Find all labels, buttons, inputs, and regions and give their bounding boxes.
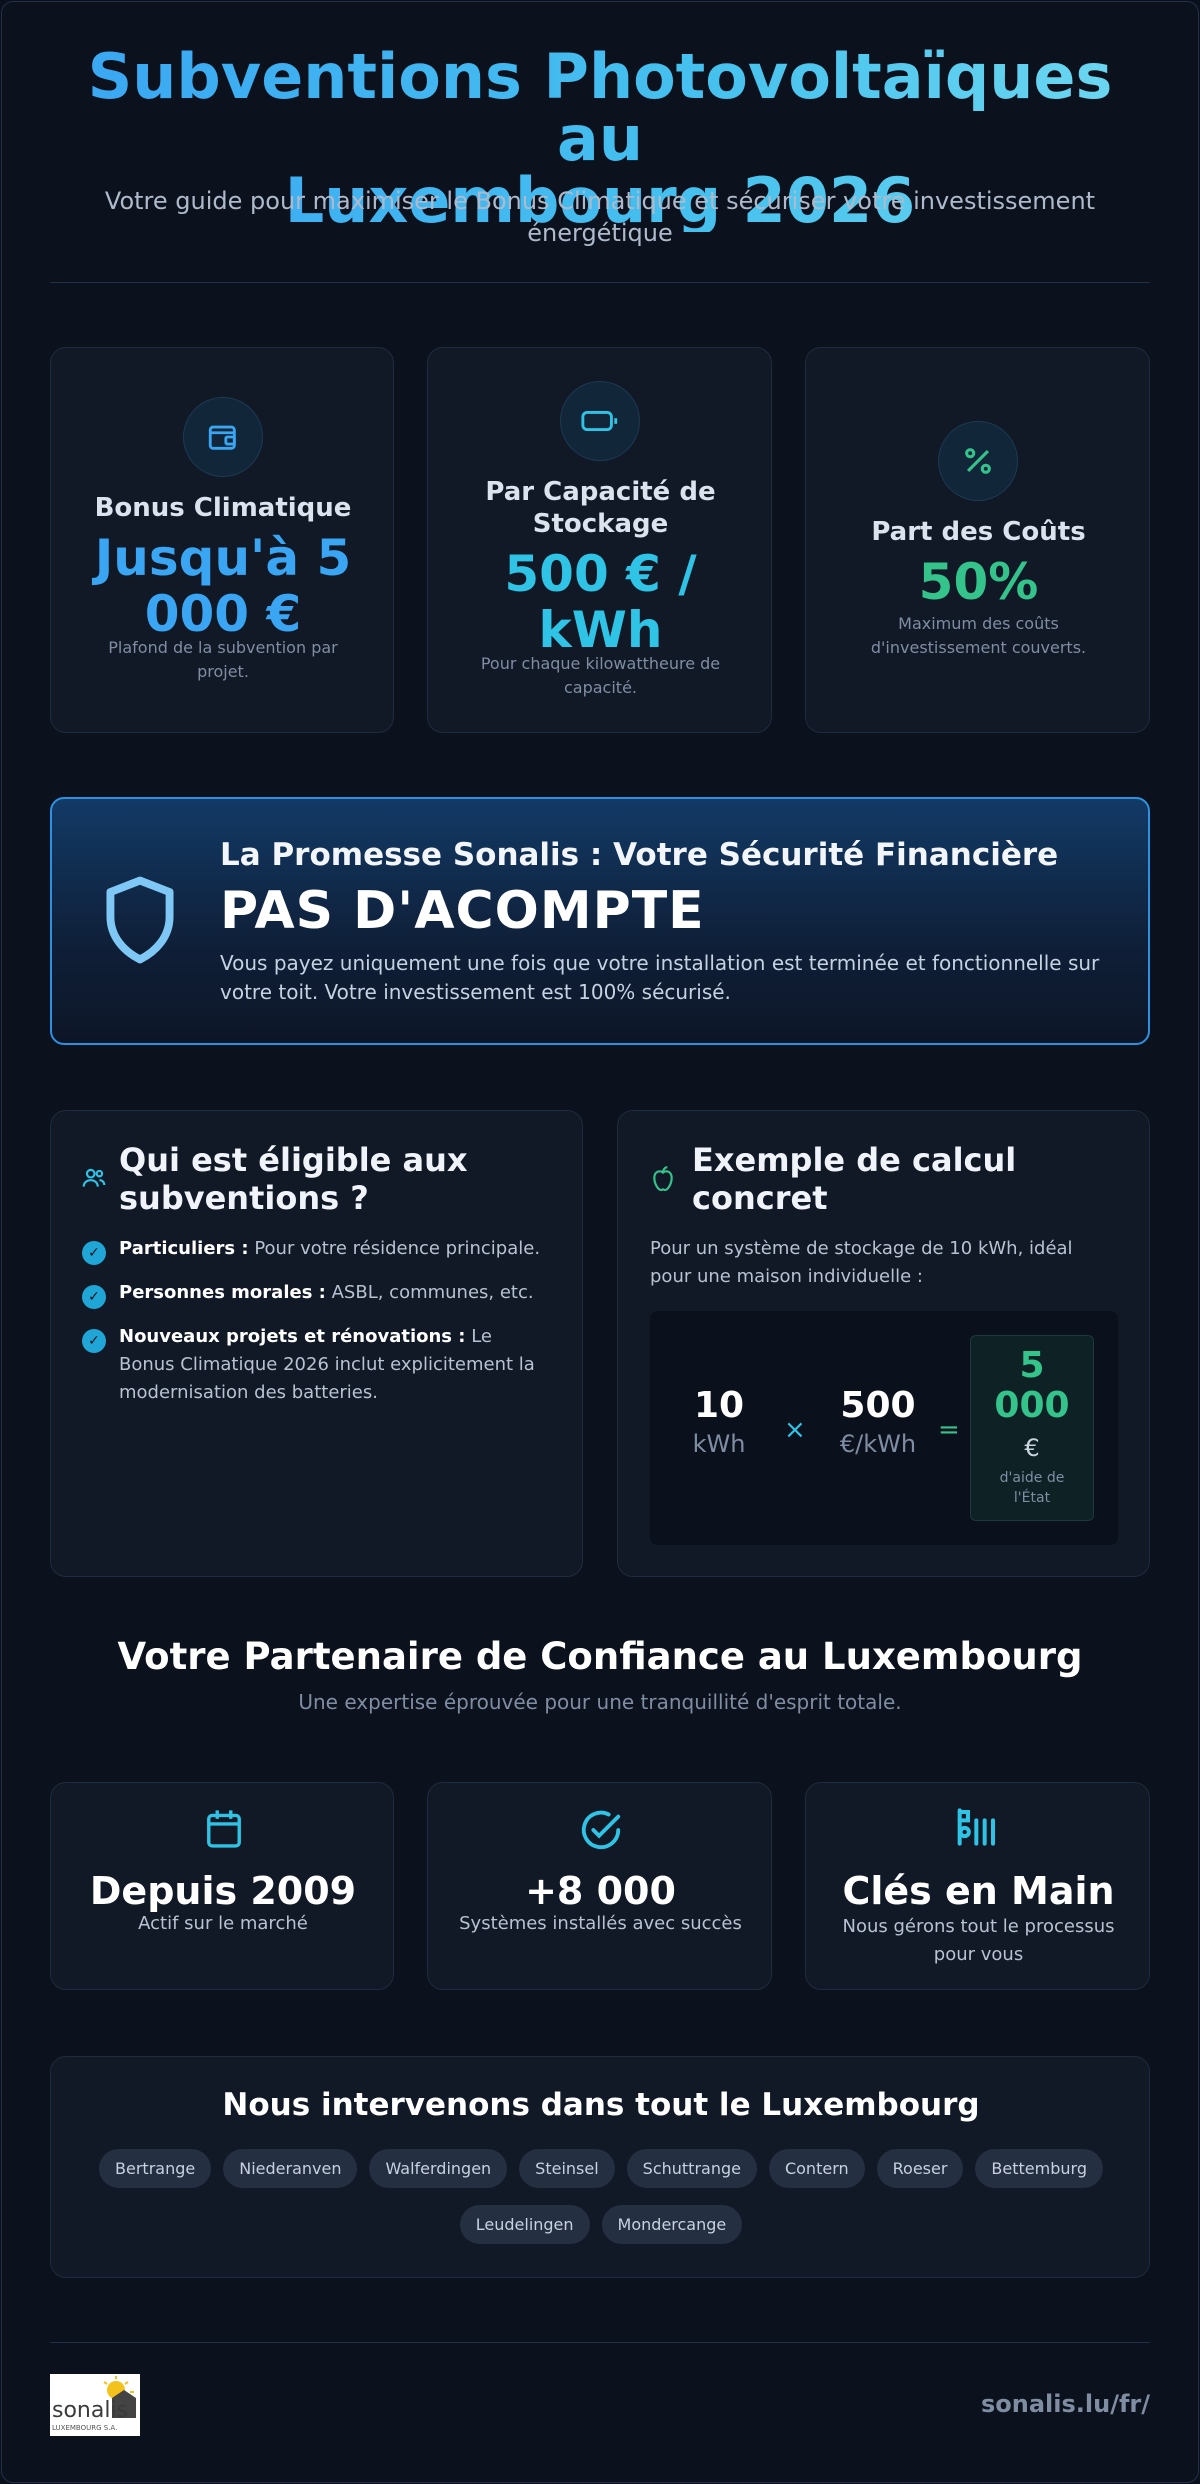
calc-result-value: 5 000 <box>994 1345 1070 1426</box>
stat-note: Pour chaque kilowattheure de capacité. <box>480 654 721 697</box>
stat-label: Part des Coûts <box>871 517 1086 547</box>
battery-icon <box>560 381 640 461</box>
calculation-box <box>650 1311 1118 1545</box>
apple-icon <box>650 1163 676 1197</box>
calculation-intro: Pour un système de stockage de 10 kWh, idéal pour une maison individuelle : <box>650 1238 1073 1287</box>
eligibility-item: Particuliers : Pour votre résidence principale. <box>119 1238 541 1259</box>
key-icon <box>954 1807 1002 1851</box>
promise-banner <box>50 797 1150 1045</box>
logo-subtext: LUXEMBOURG S.A. <box>52 2424 118 2432</box>
times-sign: × <box>784 1415 806 1445</box>
eligibility-item: Nouveaux projets et rénovations : Le Bonus Climatique 2026 inclut explicitement la modernisation des batteries. <box>119 1326 535 1403</box>
sonalis-logo <box>50 2374 140 2436</box>
eligibility-card <box>50 1110 583 1577</box>
calc-result-unit: € <box>1024 1434 1040 1462</box>
check-icon: ✓ <box>82 1241 106 1265</box>
city-pill: Contern <box>769 2149 865 2188</box>
header-divider <box>50 282 1150 283</box>
partner-note: Actif sur le marché <box>138 1913 308 1934</box>
partner-subtitle: Une expertise éprouvée pour une tranquillité d'esprit totale. <box>298 1690 902 1714</box>
page-title: Subventions Photovoltaïques au Luxembourg 2026 <box>40 46 1160 232</box>
coverage-card <box>50 2056 1150 2278</box>
city-pill: Walferdingen <box>369 2149 507 2188</box>
calculation-card <box>617 1110 1150 1577</box>
calculation-title: Exemple de calcul concret <box>692 1141 1017 1217</box>
city-pill: Mondercange <box>602 2205 743 2244</box>
calendar-icon <box>203 1807 245 1855</box>
percent-icon <box>938 421 1018 501</box>
check-icon: ✓ <box>82 1285 106 1309</box>
logo-text: sonalis <box>52 2398 129 2423</box>
city-pill: Steinsel <box>519 2149 614 2188</box>
calc-rate-unit: €/kWh <box>839 1430 917 1458</box>
eligibility-title: Qui est éligible aux subventions ? <box>119 1141 468 1217</box>
check-circle-icon <box>578 1807 624 1857</box>
city-pill: Bettemburg <box>975 2149 1103 2188</box>
city-pill: Leudelingen <box>460 2205 590 2244</box>
calc-rate-value: 500 <box>840 1385 916 1426</box>
partner-value: Depuis 2009 <box>89 1869 357 1913</box>
stat-label: Bonus Climatique <box>94 493 352 523</box>
promise-kicker: La Promesse Sonalis : Votre Sécurité Financière <box>220 837 1059 873</box>
calc-kwh-unit: kWh <box>692 1430 746 1458</box>
partner-title: Votre Partenaire de Confiance au Luxembourg <box>117 1635 1083 1678</box>
city-pill: Schuttrange <box>627 2149 757 2188</box>
city-pill: Roeser <box>877 2149 964 2188</box>
stat-label: Par Capacité de Stockage <box>485 477 716 539</box>
check-icon: ✓ <box>82 1329 106 1353</box>
footer-url-link[interactable]: sonalis.lu/fr/ <box>980 2390 1150 2418</box>
partner-note: Systèmes installés avec succès <box>459 1913 742 1934</box>
city-pill: Niederanven <box>223 2149 357 2188</box>
shield-icon <box>100 874 180 970</box>
stat-card-share <box>805 347 1150 733</box>
eligibility-item: Personnes morales : ASBL, communes, etc. <box>119 1282 534 1303</box>
stat-value: 50% <box>918 553 1039 611</box>
wallet-icon <box>183 397 263 477</box>
promise-text: Vous payez uniquement une fois que votre installation est terminée et fonctionnelle sur votre toit. Votre investissement est 100% sécurisé. <box>220 951 1100 1004</box>
equals-sign: = <box>938 1415 960 1445</box>
stat-value: 500 € / kWh <box>504 545 697 659</box>
coverage-pills-row <box>51 2205 1151 2244</box>
stat-card-storage <box>427 347 772 733</box>
page-subtitle: Votre guide pour maximiser le Bonus Climatique et sécuriser votre investissement énergétique <box>104 187 1096 247</box>
coverage-pills-row <box>51 2149 1151 2188</box>
coverage-title: Nous intervenons dans tout le Luxembourg <box>222 2087 980 2123</box>
footer-divider <box>50 2342 1150 2343</box>
stat-note: Plafond de la subvention par projet. <box>108 638 338 681</box>
city-pill: Bertrange <box>99 2149 211 2188</box>
partner-card-installs <box>427 1782 772 1990</box>
stat-value: Jusqu'à 5 000 € <box>94 529 352 643</box>
users-icon <box>81 1165 107 1195</box>
partner-value: Clés en Main <box>842 1869 1115 1913</box>
calc-kwh-value: 10 <box>693 1385 745 1426</box>
stat-card-bonus <box>50 347 394 733</box>
calc-result-box <box>970 1335 1094 1521</box>
promise-headline: PAS D'ACOMPTE <box>220 881 705 941</box>
partner-note: Nous gérons tout le processus pour vous <box>842 1916 1115 1965</box>
partner-value: +8 000 <box>525 1869 676 1913</box>
partner-card-turnkey <box>805 1782 1150 1990</box>
stat-note: Maximum des coûts d'investissement couverts. <box>870 614 1087 657</box>
partner-card-since <box>50 1782 394 1990</box>
calc-result-note: d'aide de l'État <box>999 1470 1065 1506</box>
